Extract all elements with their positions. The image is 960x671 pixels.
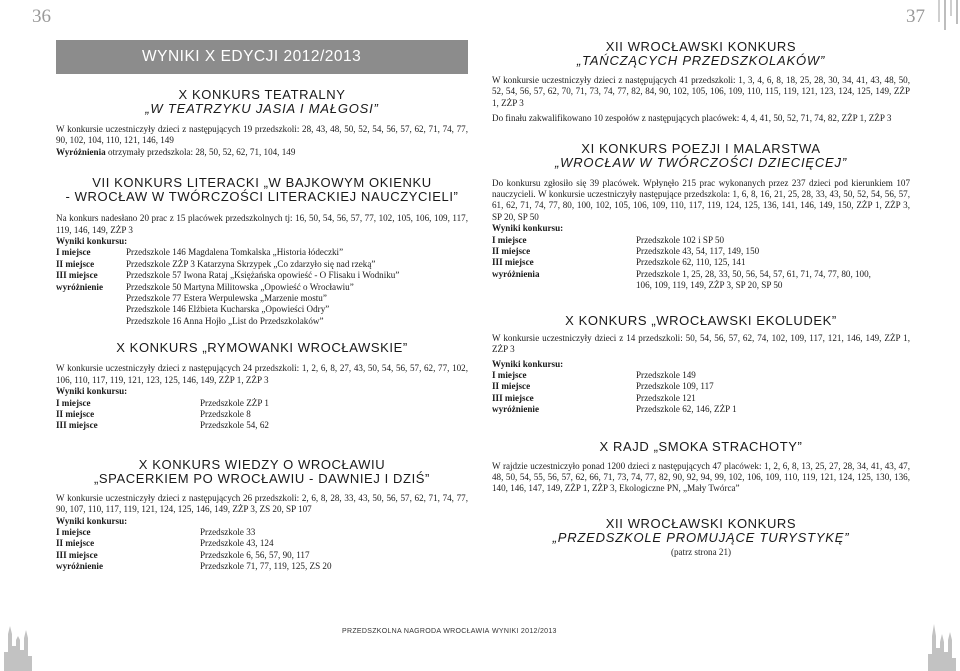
participants-text: W konkursie uczestniczyły dzieci z następujących 24 przedszkoli: 1, 2, 6, 8, 27, 43, 50, 54, 56, 57, 62, 77, 102, 106, 110, 117, 119, 121, 123, 125, 146, 149, ZŻP 1, ZŻP 3 bbox=[56, 363, 468, 385]
result-row bbox=[492, 246, 910, 257]
edition-banner: WYNIKI X EDYCJI 2012/2013 bbox=[56, 40, 468, 74]
results-label: Wyniki konkursu: bbox=[56, 386, 128, 397]
right-page-column bbox=[492, 40, 910, 558]
result-place bbox=[56, 316, 126, 327]
result-place bbox=[56, 293, 126, 304]
distinctions-text bbox=[56, 147, 468, 158]
section-title-line: VII KONKURS LITERACKI „W BAJKOWYM OKIENKU bbox=[92, 175, 432, 191]
results-label: Wyniki konkursu: bbox=[56, 236, 128, 247]
section-ecoludek-contest bbox=[492, 314, 910, 416]
result-value: Przedszkole 146 Elżbieta Kucharska „Opowieści Odry” bbox=[126, 304, 330, 315]
section-subtitle: „PRZEDSZKOLE PROMUJĄCE TURYSTYKĘ” bbox=[552, 529, 850, 545]
result-value: Przedszkole 62, 110, 125, 141 bbox=[636, 257, 746, 268]
result-place: III miejsce bbox=[492, 392, 534, 403]
result-row bbox=[56, 247, 468, 258]
result-place: I miejsce bbox=[56, 526, 91, 537]
result-place bbox=[56, 304, 126, 315]
result-value: Przedszkole 33 bbox=[200, 526, 256, 537]
result-place: II miejsce bbox=[492, 246, 531, 257]
result-row bbox=[492, 280, 910, 291]
page-number-right: 37 bbox=[906, 6, 925, 27]
results-list bbox=[56, 398, 468, 432]
section-title-line: XI KONKURS POEZJI I MALARSTWA bbox=[581, 140, 821, 156]
page-reference-note: (patrz strona 21) bbox=[670, 546, 732, 557]
section-subtitle: „TAŃCZĄCYCH PRZEDSZKOLAKÓW” bbox=[576, 53, 826, 68]
result-row bbox=[492, 257, 910, 268]
result-row bbox=[56, 259, 468, 270]
result-place: II miejsce bbox=[56, 258, 95, 269]
city-skyline-right-ornament bbox=[928, 612, 956, 671]
section-title bbox=[56, 458, 468, 486]
result-row bbox=[492, 370, 910, 381]
section-title-line: X KONKURS TEATRALNY bbox=[178, 87, 346, 102]
result-value: Przedszkole 71, 77, 119, 125, ZS 20 bbox=[200, 561, 332, 572]
result-place: wyróżnienie bbox=[56, 561, 103, 572]
section-dragon-rally bbox=[492, 440, 910, 495]
result-row bbox=[56, 293, 468, 304]
participants-text: Do konkursu zgłosiło się 39 placówek. Wpłynęło 215 prac wykonanych przez 237 dzieci pod kierunkiem 107 nauczycieli. W konkursie uczestniczyły następujące przedszkola: 1, 6, 8, 16, 21, 25, 28, 33, 43, 50, 52, 54, 56, 57, 61, 62, 71, 74, 77, 80, 100, 102, 105, 106, 109, 110, 117, 119, 124, 125, 136, 141, 146, 149, 150, ZŻP 1, ZŻP 3, SP 20, SP 50 bbox=[492, 177, 910, 222]
result-place: III miejsce bbox=[56, 549, 98, 560]
city-skyline-left-ornament bbox=[4, 612, 32, 671]
result-value: Przedszkole 146 Magdalena Tomkalska „Historia łódeczki” bbox=[126, 247, 344, 258]
section-literary-contest bbox=[56, 176, 468, 327]
result-value: Przedszkole 109, 117 bbox=[636, 381, 714, 392]
section-title bbox=[56, 88, 468, 116]
result-place: II miejsce bbox=[56, 538, 95, 549]
result-row bbox=[56, 304, 468, 315]
result-value: Przedszkole 1, 25, 28, 33, 50, 56, 54, 57, 61, 71, 74, 77, 80, 100, bbox=[636, 268, 871, 279]
result-value: Przedszkole 149 bbox=[636, 369, 696, 380]
section-title-line-2: - WROCŁAW W TWÓRCZOŚCI LITERACKIEJ NAUCZYCIELI” bbox=[65, 189, 459, 205]
section-title: X RAJD „SMOKA STRACHOTY” bbox=[599, 438, 803, 454]
result-value: Przedszkole 43, 124 bbox=[200, 538, 274, 549]
section-title-line-2: „SPACERKIEM PO WROCŁAWIU - DAWNIEJ I DZIŚ” bbox=[93, 470, 430, 486]
participants-text: W konkursie uczestniczyły dzieci z następujących 19 przedszkoli: 28, 43, 48, 50, 52, 54, 56, 57, 62, 71, 74, 77, 90, 102, 104, 110, 121, 146, 149 bbox=[56, 124, 468, 146]
participants-text: W konkursie uczestniczyły dzieci z następujących 26 przedszkoli: 2, 6, 8, 28, 33, 43, 50, 56, 57, 62, 71, 74, 77, 90, 107, 110, 117, 119, 121, 124, 125, 146, 149, ZŻP 3, ZS 20, SP 107 bbox=[56, 492, 468, 515]
result-place: II miejsce bbox=[492, 381, 531, 392]
result-value: 106, 109, 119, 149, ZŻP 3, SP 20, SP 50 bbox=[636, 280, 783, 291]
participants-text: W konkursie uczestniczyły dzieci z 14 przedszkoli: 50, 54, 56, 57, 62, 74, 102, 109, 117, 121, 146, 149, ZŻP 1, ZŻP 3 bbox=[492, 332, 910, 355]
section-title bbox=[492, 40, 910, 68]
result-place bbox=[492, 280, 636, 291]
page-number-left: 36 bbox=[32, 6, 51, 27]
section-title bbox=[56, 176, 468, 204]
result-row bbox=[56, 316, 468, 327]
result-value: Przedszkole 16 Anna Hojło „List do Przedszkolaków” bbox=[126, 315, 324, 326]
result-place: I miejsce bbox=[56, 247, 91, 258]
footer-right: WYNIKI 2012/2013 bbox=[492, 628, 557, 635]
result-row bbox=[492, 393, 910, 404]
result-row bbox=[56, 538, 468, 549]
result-value: Przedszkole ZŻP 3 Katarzyna Skrzypek „Co zdarzyło się nad rzeką” bbox=[126, 258, 376, 269]
section-rhymes-contest bbox=[56, 341, 468, 431]
results-list bbox=[56, 247, 468, 327]
result-value: Przedszkole 54, 62 bbox=[200, 420, 269, 431]
result-value: Przedszkole 43, 54, 117, 149, 150 bbox=[636, 246, 760, 257]
result-row bbox=[56, 409, 468, 420]
section-title-line: XII WROCŁAWSKI KONKURS bbox=[605, 39, 797, 54]
result-row bbox=[56, 270, 468, 281]
results-label: Wyniki konkursu: bbox=[492, 223, 564, 234]
result-row bbox=[56, 398, 468, 409]
section-title: X KONKURS „WROCŁAWSKI EKOLUDEK” bbox=[565, 312, 837, 328]
result-place: III miejsce bbox=[56, 270, 98, 281]
result-value: Przedszkole 102 i SP 50 bbox=[636, 234, 725, 245]
result-place: wyróżnienia bbox=[492, 268, 540, 279]
section-dance-contest bbox=[492, 40, 910, 125]
result-row bbox=[56, 420, 468, 431]
result-row bbox=[56, 550, 468, 561]
section-title-line: XII WROCŁAWSKI KONKURS bbox=[605, 515, 797, 531]
result-place: I miejsce bbox=[492, 369, 527, 380]
participants-text: W rajdzie uczestniczyło ponad 1200 dzieci z następujących 47 placówek: 1, 2, 6, 8, 13, 25, 27, 28, 34, 41, 43, 47, 48, 50, 54, 55, 56, 57, 62, 66, 71, 73, 74, 77, 82, 90, 92, 94, 99, 102, 106, 109, 110, 119, 121, 124, 125, 130, 136, 140, 146, 147, 149, ZŻP 1, ZŻP 3, Ekologiczne PN, „Mały Twórca” bbox=[492, 460, 910, 494]
section-title: X KONKURS „RYMOWANKI WROCŁAWSKIE” bbox=[116, 340, 408, 356]
result-value: Przedszkole 62, 146, ZŻP 1 bbox=[636, 404, 737, 415]
footer-left: PRZEDSZKOLNA NAGRODA WROCŁAWIA bbox=[342, 628, 490, 635]
result-place: I miejsce bbox=[56, 397, 91, 408]
results-list bbox=[492, 235, 910, 292]
section-title-line: X KONKURS WIEDZY O WROCŁAWIU bbox=[138, 456, 386, 472]
result-place: wyróżnienie bbox=[492, 404, 539, 415]
result-row bbox=[492, 269, 910, 280]
section-title bbox=[492, 517, 910, 545]
result-row bbox=[492, 235, 910, 246]
result-row bbox=[492, 404, 910, 415]
section-subtitle: „WROCŁAW W TWÓRCZOŚCI DZIECIĘCEJ” bbox=[555, 154, 847, 170]
top-corner-ornament bbox=[936, 0, 960, 30]
results-list bbox=[492, 370, 910, 416]
result-value: Przedszkole 6, 56, 57, 90, 117 bbox=[200, 549, 310, 560]
results-label: Wyniki konkursu: bbox=[56, 515, 128, 526]
result-place: wyróżnienie bbox=[56, 281, 103, 292]
results-label: Wyniki konkursu: bbox=[492, 358, 564, 369]
result-place: III miejsce bbox=[492, 257, 534, 268]
result-value: Przedszkole 57 Iwona Rataj „Księżańska opowieść - O Flisaku i Wodniku” bbox=[126, 270, 400, 281]
section-theatre-contest bbox=[56, 88, 468, 158]
result-place: II miejsce bbox=[56, 408, 95, 419]
result-row bbox=[492, 381, 910, 392]
result-value: Przedszkole 50 Martyna Militowska „Opowieść o Wrocławiu” bbox=[126, 281, 354, 292]
result-value: Przedszkole 121 bbox=[636, 392, 696, 403]
participants-text: W konkursie uczestniczyły dzieci z następujących 41 przedszkoli: 1, 3, 4, 6, 8, 18, 25, 28, 30, 34, 41, 43, 48, 50, 52, 54, 56, 57, 62, 70, 71, 73, 74, 77, 82, 84, 90, 102, 105, 106, 109, 110, 115, 119, 121, 123, 124, 125, 149, ZŻP 1, ZŻP 3 bbox=[492, 75, 910, 108]
finalists-text: Do finału zakwalifikowano 10 zespołów z następujących placówek: 4, 4, 41, 50, 52, 71, 74, 82, ZŻP 1, ZŻP 3 bbox=[492, 113, 892, 124]
result-value: Przedszkole 8 bbox=[200, 408, 251, 419]
results-list bbox=[56, 527, 468, 573]
section-subtitle: „W TEATRZYKU JASIA I MAŁGOSI” bbox=[145, 101, 379, 116]
result-value: Przedszkole 77 Estera Werpulewska „Marzenie mostu” bbox=[126, 293, 327, 304]
result-row bbox=[56, 282, 468, 293]
distinctions-value: otrzymały przedszkola: 28, 50, 52, 62, 71, 104, 149 bbox=[105, 146, 296, 157]
section-poetry-painting-contest bbox=[492, 142, 910, 292]
result-row bbox=[56, 527, 468, 538]
section-title bbox=[492, 142, 910, 170]
participants-text: Na konkurs nadesłano 20 prac z 15 placówek przedszkolnych tj: 16, 50, 54, 56, 57, 77, 102, 105, 106, 109, 117, 119, 146, 149, ZŻP 3 bbox=[56, 213, 468, 235]
result-place: III miejsce bbox=[56, 420, 98, 431]
section-wroclaw-knowledge-contest bbox=[56, 458, 468, 573]
section-tourism-contest bbox=[492, 517, 910, 558]
result-place: I miejsce bbox=[492, 234, 527, 245]
left-page-column bbox=[56, 40, 468, 573]
result-value: Przedszkole ZŻP 1 bbox=[200, 397, 269, 408]
result-row bbox=[56, 561, 468, 572]
distinctions-label: Wyróżnienia bbox=[56, 146, 106, 157]
